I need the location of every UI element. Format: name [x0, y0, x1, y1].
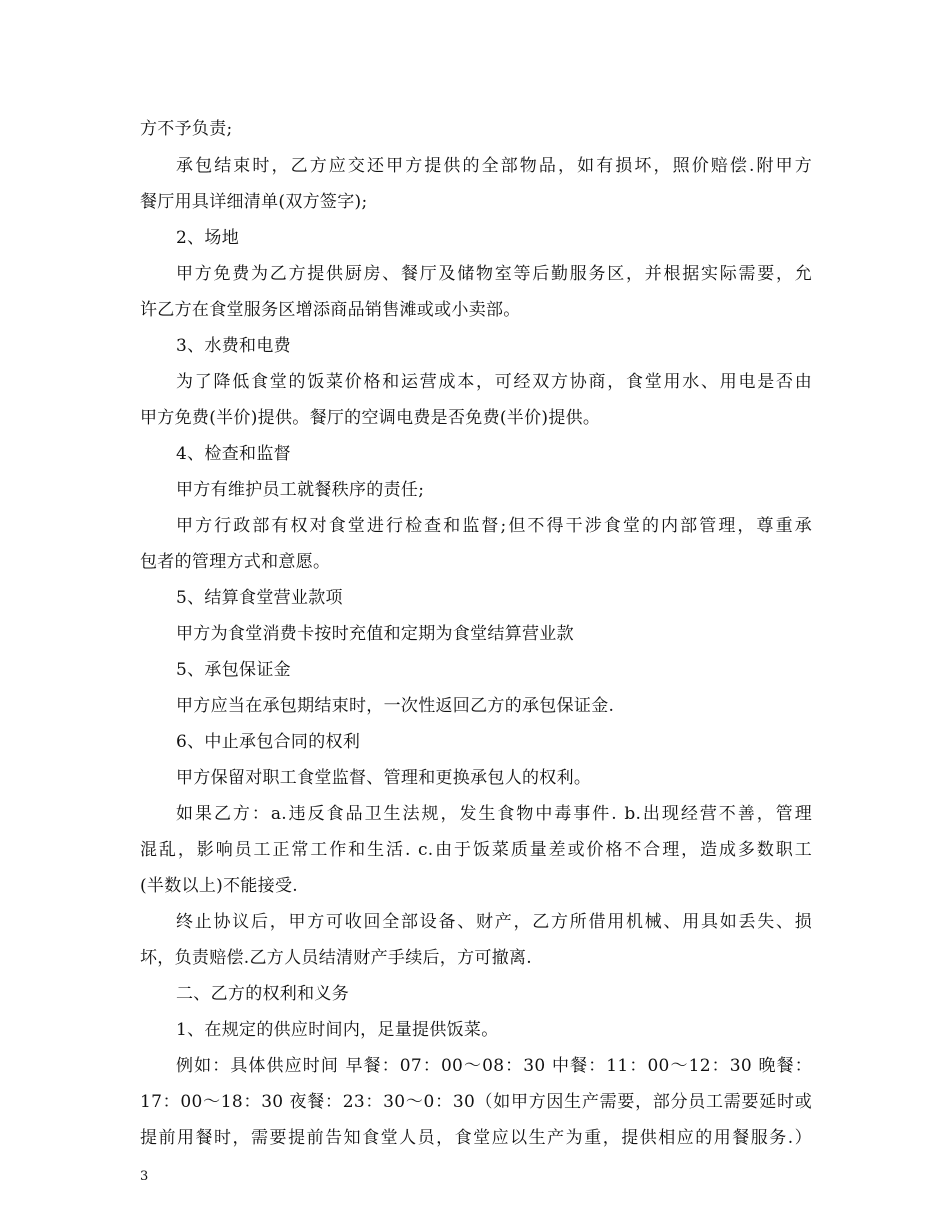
section-heading: 4、检查和监督 — [176, 444, 291, 464]
text-line: (半数以上)不能接受. — [140, 876, 298, 896]
text-line: 混乱，影响员工正常工作和生活. c.由于饭菜质量差或价格不合理，造成多数职工 — [140, 840, 812, 860]
text-line: 例如：具体供应时间 早餐：07：00～08：30 中餐：11：00～12：30 晚餐： — [176, 1056, 812, 1076]
text-line: 甲方保留对职工食堂监督、管理和更换承包人的权利。 — [176, 768, 592, 788]
text-line: 餐厅用具详细清单(双方签字); — [140, 192, 368, 212]
text-line: 承包结束时，乙方应交还甲方提供的全部物品，如有损坏，照价赔偿.附甲方 — [176, 156, 812, 176]
text-line: 包者的管理方式和意愿。 — [140, 552, 331, 572]
text-line: 为了降低食堂的饭菜价格和运营成本，可经双方协商，食堂用水、用电是否由 — [176, 372, 812, 392]
text-line: 如果乙方：a.违反食品卫生法规，发生食物中毒事件. b.出现经营不善，管理 — [176, 804, 812, 824]
section-heading: 6、中止承包合同的权利 — [176, 732, 361, 752]
text-line: 终止协议后，甲方可收回全部设备、财产，乙方所借用机械、用具如丢失、损 — [176, 912, 812, 932]
text-line: 甲方应当在承包期结束时，一次性返回乙方的承包保证金. — [176, 696, 615, 716]
text-line: 甲方免费为乙方提供厨房、餐厅及储物室等后勤服务区，并根据实际需要，允 — [176, 264, 812, 284]
text-line: 1、在规定的供应时间内，足量提供饭菜。 — [176, 1020, 499, 1040]
section-heading: 5、结算食堂营业款项 — [176, 588, 343, 608]
section-heading: 3、水费和电费 — [176, 336, 291, 356]
text-line: 甲方免费(半价)提供。餐厅的空调电费是否免费(半价)提供。 — [140, 408, 601, 428]
text-line: 许乙方在食堂服务区增添商品销售滩或或小卖部。 — [140, 300, 521, 320]
text-line: 甲方有维护员工就餐秩序的责任; — [176, 480, 425, 500]
text-line: 方不予负责; — [140, 119, 233, 139]
section-heading: 5、承包保证金 — [176, 660, 291, 680]
text-line: 17：00～18：30 夜餐：23：30～0：30（如甲方因生产需要，部分员工需要延时或 — [140, 1092, 812, 1112]
text-line: 坏，负责赔偿.乙方人员结清财产手续后，方可撤离. — [140, 948, 533, 968]
section-heading: 2、场地 — [176, 228, 240, 248]
text-line: 甲方行政部有权对食堂进行检查和监督;但不得干涉食堂的内部管理，尊重承 — [176, 516, 812, 536]
page-number: 3 — [140, 1169, 149, 1184]
text-line: 甲方为食堂消费卡按时充值和定期为食堂结算营业款 — [176, 624, 574, 644]
text-line: 提前用餐时，需要提前告知食堂人员，食堂应以生产为重，提供相应的用餐服务.） — [140, 1128, 812, 1148]
section-heading: 二、乙方的权利和义务 — [176, 984, 349, 1004]
